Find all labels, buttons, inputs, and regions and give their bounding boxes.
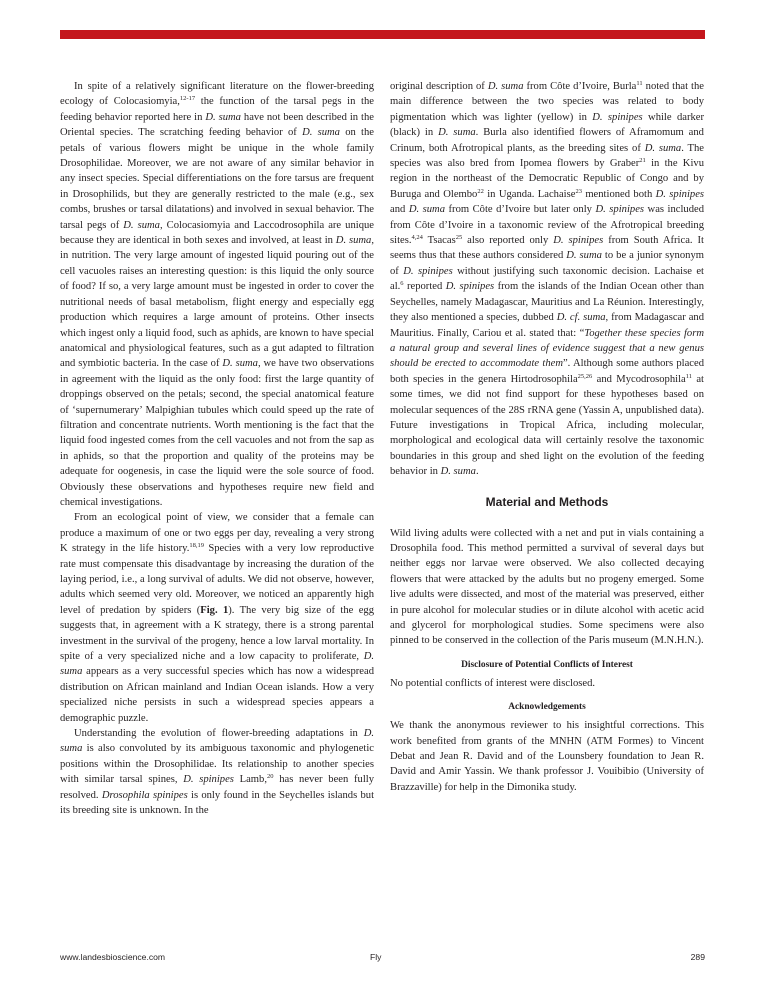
italic-term: D. suma	[566, 250, 602, 262]
subheading-acknowledgements: Acknowledgements	[508, 702, 586, 713]
disclosure-paragraph: No potential conflicts of interest were disclosed.	[390, 677, 596, 689]
italic-term: D. spinipes	[595, 204, 645, 216]
page-footer	[60, 952, 705, 964]
body-paragraph: Understanding the evolution of flower-breeding adaptations in D. suma is also convoluted by its ambiguous taxonomic and phylogenetic positions within the Drosophilidae. Its relationship to another species with similar tarsal spines, D. spinipes Lamb,$^{20}$ has never been fully resolved. Drosophila spinipes is only found in the Seychelles islands but its breeding site is unknown. In the	[60, 728, 375, 817]
italic-term: D. suma	[302, 127, 340, 139]
citation-superscript: 6	[400, 280, 404, 288]
body-paragraph: In spite of a relatively significant literature on the flower-breeding ecology of Colocasiomyia,$^{12-17}$ the function of the tarsal pegs in the feeding behavior reported here in D. suma have not been described in the Oriental species. The scratching feeding behavior of D. suma on the petals of various flowers might be unique in the whole family Drosophilidae. Moreover, we are not aware of any similar behavior in any insect species. Special differentiations on the fore tarsus are frequent in Drosophilids, but they are generally restricted to the male (e.g., sex combs, brushes or tarsal dilatations) and involved in sexual behavior. The tarsal pegs of D. suma, Colocasiomyia and Laccodrosophila are unique because they are identical in both sexes and involved, at least in D. suma, in nutrition. The very large amount of ingested liquid pouring out of the cell vacuoles raises an interesting question: is this liquid the only source of food? If so, a very large amount must be ingested in order to cover the nutritional needs of basal metabolism, flight energy and especially egg production which requires a large amount of proteins. Other insects which ingest only a liquid food, such as aphids, are known to have special anatomical and physiological features, such as a gut adapted to filtration and symbiotic bacteria. In the case of D. suma, we have two observations in agreement with the liquid as the only food: first the large quantity of droppings observed on the petals; second, the special anatomical feature of ‘supernumerary’ Malpighian tubules which could speed up the rate of filtration and concentrate nutrients. Worth mentioning is the fact that the liquid food ingested comes from the cell vacuoles and not from the sap as in aphids, so that the proportion and quality of the proteins may be adequate for oogenesis, in case the liquid were the sole source of food. Obviously these observations and hypotheses require new field and chemical investigations.	[60, 81, 375, 508]
italic-term: D. suma,	[222, 358, 261, 370]
left-text-column	[60, 79, 374, 819]
acknowledgements-paragraph: We thank the anonymous reviewer to his insightful corrections. This work benefited from grants of the MNHN (ATM Formes) to Vincent Debat and Jean R. David and of the Lounsbery foundation to Jean R. David and Amir Yassin. We thank professor J. Vouibibio (University of Brazzaville) for help in the Dimonika study.	[390, 720, 704, 793]
italic-term: D. suma	[60, 651, 374, 678]
italic-term: D. spinipes	[592, 111, 643, 123]
body-paragraph: original description of D. suma from Côte d’Ivoire, Burla$^{11}$ noted that the main difference between the two species was related to body pigmentation which was lighter (yellow) in D. spinipes while darker (black) in D. suma. Burla also identified flowers of Aframomum and Crinum, both Afrotropical plants, as the breeding sites of D. suma. The species was also bred from Ipomea flowers by Graber$^{21}$ in the Kivu region in the northeast of the Democratic Republic of Congo and by Buruga and Olembo$^{22}$ in Uganda. Lachaise$^{23}$ mentioned both D. spinipes and D. suma from Côte d’Ivoire but later only D. spinipes was included from Côte d’Ivoire in a taxonomic review of the Afrotropical breeding sites.$^{4,24}$ Tsacas$^{25}$ also reported only D. spinipes from South Africa. It seems thus that these authors considered D. suma to be a junior synonym of D. spinipes without justifying such taxonomic decision. Lachaise et al.$^6$ reported D. spinipes from the islands of the Indian Ocean other than Seychelles, namely Madagascar, Mauritius and La Réunion. Interestingly, they also mentioned a species, dubbed D. cf. suma, from Madagascar and Mauritius. Finally, Cariou et al. stated that: “Together these species form a natural group and several lines of evidence suggest that a new genus should be erected to accommodate them”. Although some authors placed both species in the genera Hirtodrosophila$^{25,26}$ and Mycodrosophila$^{11}$ at some times, we did not find support for these hypotheses based on molecular sequences of the 28S rRNA gene (Yassin A, unpublished data). Future investigations in Tropical Africa, including molecular, morphological and ecological data will certainly resolve the taxonomic boundaries in this group and shed light on the evolution of the feeding behavior in D. suma.	[390, 80, 705, 478]
italic-term: D. suma	[487, 81, 524, 92]
citation-superscript: 23	[575, 187, 582, 195]
italic-term: D. spinipes	[403, 265, 453, 277]
italic-term: D. suma	[205, 111, 241, 123]
italic-term: D. suma	[440, 466, 476, 478]
italic-term: D. spinipes	[655, 188, 705, 200]
italic-term: D. suma	[408, 204, 445, 216]
italic-term: D. suma	[335, 235, 372, 247]
header-color-bar	[60, 30, 705, 39]
figure-reference: Fig. 1	[200, 604, 229, 616]
citation-superscript: 20	[267, 773, 274, 781]
citation-superscript: 22	[477, 187, 484, 195]
citation-superscript: 25,26	[577, 372, 593, 380]
citation-superscript: 21	[639, 157, 646, 165]
italic-term: D. suma	[644, 142, 682, 154]
citation-superscript: 25	[455, 234, 463, 242]
citation-superscript: 4,24	[411, 234, 423, 242]
citation-superscript: 12-17	[179, 95, 196, 103]
footer-website-link[interactable]: www.landesbioscience.com	[60, 952, 166, 962]
subheading-disclosure: Disclosure of Potential Conflicts of Interest	[461, 659, 633, 670]
citation-superscript: 18,19	[189, 542, 205, 550]
methods-paragraph: Wild living adults were collected with a net and put in vials containing a Drosophila food. This method permitted a survival of several days but neither eggs nor larvae were observed. We also collected decaying flowers that were attacked by the adults but no progeny emerged. Some live adults were dissected, and most of the material was preserved, either in pure alcohol for molecular studies or in dilute alcohol with acetic acid and glycerol for morphological studies. Some specimens were also pinned to be conserved in the collection of the Paris museum (M.N.H.N.).	[390, 527, 704, 647]
body-paragraph: From an ecological point of view, we consider that a female can produce a maximum of one or two eggs per day, revealing a very strong K strategy in the life history.$^{18,19}$ Species with a very low reproductive rate must compensate this disadvantage by increasing the duration of the laying period, i.e., a long survival of adults. We did not observe, however, adults which seemed very old. Moreover, we noticed an apparently high level of predation by spiders (Fig. 1). The very big size of the egg suggests that, in agreement with a K strategy, there is a strong parental investment in the survival of the progeny, hence a low larval mortality. In spite of a very specialized niche and a low capacity to proliferate, D. suma appears as a very successful species which has now a widespread distribution on African mainland and Indian Ocean islands. How a very specialized niche persists in such a widespread species appears a demographic puzzle.	[60, 512, 374, 724]
italic-term: D. spinipes	[553, 235, 604, 247]
citation-superscript: 11	[685, 372, 692, 380]
italic-term: D. cf. suma	[556, 312, 606, 324]
italic-term: Together these species form a natural group and several lines of evidence suggest that a new genus should be erected to accommodate them	[390, 327, 704, 370]
italic-term: D. spinipes	[445, 281, 495, 293]
section-heading-methods: Material and Methods	[485, 494, 609, 509]
footer-page-number: 289	[690, 952, 705, 962]
italic-term: D. suma	[438, 127, 476, 139]
italic-term: D. spinipes	[183, 774, 234, 786]
right-text-column	[390, 79, 704, 795]
italic-term: Drosophila spinipes	[101, 789, 188, 801]
italic-term: D. suma	[60, 728, 374, 755]
italic-term: D. suma	[123, 219, 160, 231]
footer-journal-name: Fly	[370, 952, 382, 962]
citation-superscript: 11	[636, 80, 643, 87]
